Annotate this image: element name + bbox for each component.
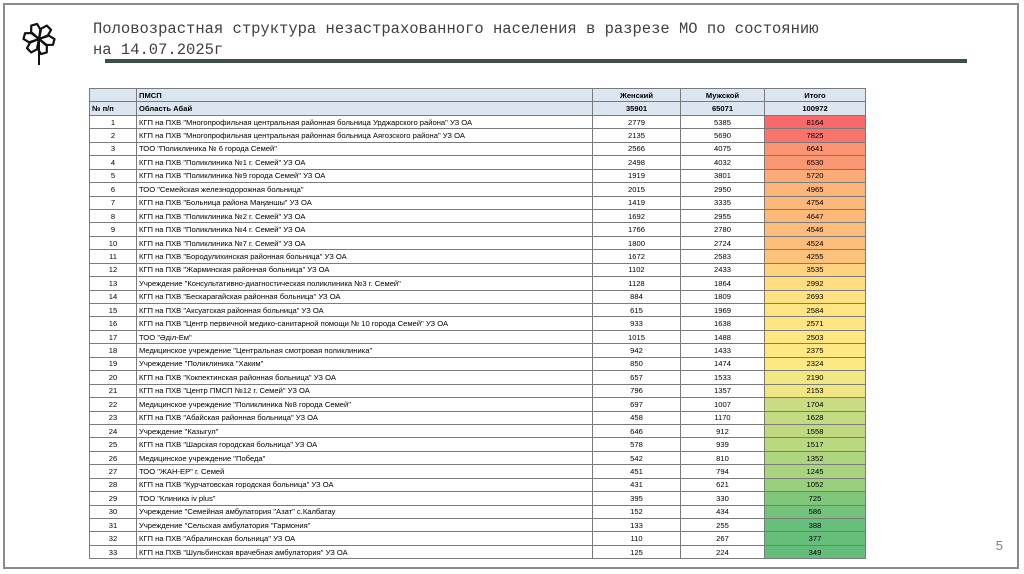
row-male: 224 [681, 545, 765, 558]
row-male: 255 [681, 519, 765, 532]
title-line-2: на 14.07.2025г [93, 41, 224, 59]
row-num: 8 [90, 209, 137, 222]
row-female: 578 [593, 438, 681, 451]
table-row [90, 357, 866, 370]
row-female: 2498 [593, 156, 681, 169]
row-male: 2433 [681, 263, 765, 276]
row-female: 110 [593, 532, 681, 545]
row-num: 15 [90, 304, 137, 317]
row-num: 10 [90, 236, 137, 249]
summary-male: 65071 [681, 102, 765, 115]
row-female: 1015 [593, 330, 681, 343]
row-female: 884 [593, 290, 681, 303]
summary-female: 35901 [593, 102, 681, 115]
table-row [90, 236, 866, 249]
row-name: КГП на ПХВ "Поликлиника №7 г. Семей" УЗ ОА [137, 236, 593, 249]
row-name: КГП на ПХВ "Абайская районная больница" УЗ ОА [137, 411, 593, 424]
title-line-1: Половозрастная структура незастрахованного населения в разрезе МО по состоянию [93, 20, 819, 38]
header-name: ПМСП [137, 89, 593, 102]
row-total: 725 [765, 492, 866, 505]
table-row [90, 209, 866, 222]
row-name: КГП на ПХВ "Бескарагайская районная больница" УЗ ОА [137, 290, 593, 303]
row-male: 2780 [681, 223, 765, 236]
row-female: 1102 [593, 263, 681, 276]
summary-name: Область Абай [137, 102, 593, 115]
row-name: ТОО "ЖАН-ЕР" г. Семей [137, 465, 593, 478]
row-female: 451 [593, 465, 681, 478]
row-male: 1864 [681, 277, 765, 290]
row-female: 458 [593, 411, 681, 424]
row-male: 1357 [681, 384, 765, 397]
row-name: КГП на ПХВ "Бородулихинская районная больница" УЗ ОА [137, 250, 593, 263]
row-name: КГП на ПХВ "Шульбинская врачебная амбулатория" УЗ ОА [137, 545, 593, 558]
row-name: КГП на ПХВ "Абралинская больница" УЗ ОА [137, 532, 593, 545]
row-num: 29 [90, 492, 137, 505]
row-total: 2375 [765, 344, 866, 357]
row-num: 2 [90, 129, 137, 142]
row-name: КГП на ПХВ "Кокпектинская районная больница" УЗ ОА [137, 371, 593, 384]
table-row [90, 169, 866, 182]
row-total: 349 [765, 545, 866, 558]
row-male: 939 [681, 438, 765, 451]
row-male: 2950 [681, 183, 765, 196]
table-row [90, 492, 866, 505]
row-name: ТОО "Әділ-Ем" [137, 330, 593, 343]
row-total: 2571 [765, 317, 866, 330]
row-total: 5720 [765, 169, 866, 182]
row-name: Учреждение "Поликлиника "Хаким" [137, 357, 593, 370]
row-male: 5690 [681, 129, 765, 142]
row-num: 12 [90, 263, 137, 276]
table-row [90, 532, 866, 545]
row-male: 1433 [681, 344, 765, 357]
row-female: 942 [593, 344, 681, 357]
row-female: 2015 [593, 183, 681, 196]
row-male: 3801 [681, 169, 765, 182]
row-female: 133 [593, 519, 681, 532]
row-num: 31 [90, 519, 137, 532]
row-num: 33 [90, 545, 137, 558]
table-row [90, 223, 866, 236]
row-num: 14 [90, 290, 137, 303]
row-total: 3535 [765, 263, 866, 276]
row-num: 27 [90, 465, 137, 478]
table-row [90, 411, 866, 424]
row-male: 1533 [681, 371, 765, 384]
table-row [90, 304, 866, 317]
row-num: 20 [90, 371, 137, 384]
row-male: 1969 [681, 304, 765, 317]
row-male: 794 [681, 465, 765, 478]
table-row [90, 478, 866, 491]
row-num: 23 [90, 411, 137, 424]
row-num: 18 [90, 344, 137, 357]
row-male: 1638 [681, 317, 765, 330]
row-female: 657 [593, 371, 681, 384]
row-total: 1245 [765, 465, 866, 478]
row-total: 1558 [765, 424, 866, 437]
header-total: Итого [765, 89, 866, 102]
row-total: 4255 [765, 250, 866, 263]
row-total: 1352 [765, 451, 866, 464]
table-row [90, 451, 866, 464]
table-row [90, 183, 866, 196]
row-female: 395 [593, 492, 681, 505]
row-num: 30 [90, 505, 137, 518]
row-num: 17 [90, 330, 137, 343]
header-male: Мужской [681, 89, 765, 102]
row-female: 615 [593, 304, 681, 317]
table-row [90, 330, 866, 343]
row-male: 1809 [681, 290, 765, 303]
row-num: 32 [90, 532, 137, 545]
table-row [90, 438, 866, 451]
row-total: 4965 [765, 183, 866, 196]
table-row [90, 156, 866, 169]
row-female: 796 [593, 384, 681, 397]
row-num: 3 [90, 142, 137, 155]
row-female: 2566 [593, 142, 681, 155]
row-male: 810 [681, 451, 765, 464]
row-name: КГП на ПХВ "Многопрофильная центральная районная больница Аягозского района" УЗ ОА [137, 129, 593, 142]
table-summary-row [90, 102, 866, 115]
row-male: 1474 [681, 357, 765, 370]
row-male: 4032 [681, 156, 765, 169]
row-total: 1704 [765, 398, 866, 411]
row-male: 621 [681, 478, 765, 491]
table-row [90, 317, 866, 330]
table-row [90, 142, 866, 155]
row-num: 22 [90, 398, 137, 411]
row-female: 125 [593, 545, 681, 558]
flower-logo-icon [19, 17, 59, 67]
row-num: 28 [90, 478, 137, 491]
row-female: 1419 [593, 196, 681, 209]
row-name: КГП на ПХВ "Шарская городская больница" УЗ ОА [137, 438, 593, 451]
table-row [90, 545, 866, 558]
row-name: КГП на ПХВ "Многопрофильная центральная районная больница Урджарского района" УЗ ОА [137, 115, 593, 128]
table-row [90, 344, 866, 357]
row-female: 431 [593, 478, 681, 491]
row-total: 2992 [765, 277, 866, 290]
row-name: КГП на ПХВ "Курчатовская городская больница" УЗ ОА [137, 478, 593, 491]
row-female: 933 [593, 317, 681, 330]
row-num: 16 [90, 317, 137, 330]
row-name: Учреждение "Консультативно-диагностическая поликлиника №3 г. Семей" [137, 277, 593, 290]
row-num: 26 [90, 451, 137, 464]
row-male: 2955 [681, 209, 765, 222]
table-row [90, 196, 866, 209]
row-total: 2190 [765, 371, 866, 384]
row-total: 6641 [765, 142, 866, 155]
row-male: 330 [681, 492, 765, 505]
row-male: 1007 [681, 398, 765, 411]
table-row [90, 505, 866, 518]
row-num: 5 [90, 169, 137, 182]
row-total: 4546 [765, 223, 866, 236]
table-row [90, 424, 866, 437]
table-row [90, 277, 866, 290]
row-male: 2583 [681, 250, 765, 263]
row-name: КГП на ПХВ "Поликлиника №4 г. Семей" УЗ ОА [137, 223, 593, 236]
row-female: 542 [593, 451, 681, 464]
row-num: 25 [90, 438, 137, 451]
header-num [90, 89, 137, 102]
row-num: 13 [90, 277, 137, 290]
row-male: 4075 [681, 142, 765, 155]
row-total: 2503 [765, 330, 866, 343]
row-name: Медицинское учреждение "Поликлиника №8 города Семей" [137, 398, 593, 411]
row-total: 2324 [765, 357, 866, 370]
row-num: 1 [90, 115, 137, 128]
table-row [90, 290, 866, 303]
table-row [90, 250, 866, 263]
row-name: Учреждение "Казыгул" [137, 424, 593, 437]
row-name: КГП на ПХВ "Больница района Маңаншы" УЗ ОА [137, 196, 593, 209]
row-name: Учреждение "Сельская амбулатория "Гармония" [137, 519, 593, 532]
row-name: ТОО "Клиника iv plus" [137, 492, 593, 505]
row-female: 1692 [593, 209, 681, 222]
table-row [90, 371, 866, 384]
row-female: 2135 [593, 129, 681, 142]
row-num: 7 [90, 196, 137, 209]
row-male: 1170 [681, 411, 765, 424]
row-female: 152 [593, 505, 681, 518]
row-female: 697 [593, 398, 681, 411]
row-name: Медицинское учреждение "Центральная смотровая поликлиника" [137, 344, 593, 357]
table-row [90, 263, 866, 276]
row-name: КГП на ПХВ "Поликлиника №1 г. Семей" УЗ ОА [137, 156, 593, 169]
row-total: 1517 [765, 438, 866, 451]
row-num: 24 [90, 424, 137, 437]
row-total: 377 [765, 532, 866, 545]
row-male: 3335 [681, 196, 765, 209]
row-total: 1628 [765, 411, 866, 424]
row-total: 586 [765, 505, 866, 518]
table-row [90, 519, 866, 532]
row-total: 4524 [765, 236, 866, 249]
row-male: 912 [681, 424, 765, 437]
row-male: 267 [681, 532, 765, 545]
page-number: 5 [995, 538, 1003, 553]
row-num: 4 [90, 156, 137, 169]
row-female: 2779 [593, 115, 681, 128]
row-name: КГП на ПХВ "Поликлиника №2 г. Семей" УЗ ОА [137, 209, 593, 222]
row-name: Учреждение "Семейная амбулатория "Азат" с.Калбатау [137, 505, 593, 518]
row-female: 850 [593, 357, 681, 370]
row-total: 2693 [765, 290, 866, 303]
row-male: 2724 [681, 236, 765, 249]
row-total: 6530 [765, 156, 866, 169]
row-total: 4754 [765, 196, 866, 209]
title-underline [105, 59, 967, 63]
row-num: 19 [90, 357, 137, 370]
page-title [93, 19, 953, 61]
row-female: 646 [593, 424, 681, 437]
row-name: КГП на ПХВ "Аксуатская районная больница" УЗ ОА [137, 304, 593, 317]
row-total: 2584 [765, 304, 866, 317]
row-female: 1800 [593, 236, 681, 249]
row-name: ТОО "Семейская железнодорожная больница" [137, 183, 593, 196]
summary-num: № п/п [90, 102, 137, 115]
row-male: 434 [681, 505, 765, 518]
row-female: 1766 [593, 223, 681, 236]
row-name: ТОО "Поликлиника № 6 города Семей" [137, 142, 593, 155]
row-num: 21 [90, 384, 137, 397]
population-table [89, 88, 866, 559]
row-total: 388 [765, 519, 866, 532]
row-total: 2153 [765, 384, 866, 397]
row-name: КГП на ПХВ "Поликлиника №9 города Семей" УЗ ОА [137, 169, 593, 182]
header-female: Женский [593, 89, 681, 102]
row-male: 5385 [681, 115, 765, 128]
table-header-row [90, 89, 866, 102]
summary-total: 100972 [765, 102, 866, 115]
row-num: 11 [90, 250, 137, 263]
table-row [90, 398, 866, 411]
row-num: 9 [90, 223, 137, 236]
row-male: 1488 [681, 330, 765, 343]
row-num: 6 [90, 183, 137, 196]
row-total: 7825 [765, 129, 866, 142]
table-row [90, 384, 866, 397]
row-name: КГП на ПХВ "Центр ПМСП №12 г. Семей" УЗ ОА [137, 384, 593, 397]
table-row [90, 115, 866, 128]
row-name: КГП на ПХВ "Жарминская районная больница" УЗ ОА [137, 263, 593, 276]
row-total: 4647 [765, 209, 866, 222]
table-row [90, 465, 866, 478]
table-row [90, 129, 866, 142]
row-name: КГП на ПХВ "Центр первичной медико-санитарной помощи № 10 города Семей" УЗ ОА [137, 317, 593, 330]
row-total: 8164 [765, 115, 866, 128]
row-female: 1672 [593, 250, 681, 263]
row-female: 1919 [593, 169, 681, 182]
row-total: 1052 [765, 478, 866, 491]
row-female: 1128 [593, 277, 681, 290]
row-name: Медицинское учреждение "Победа" [137, 451, 593, 464]
